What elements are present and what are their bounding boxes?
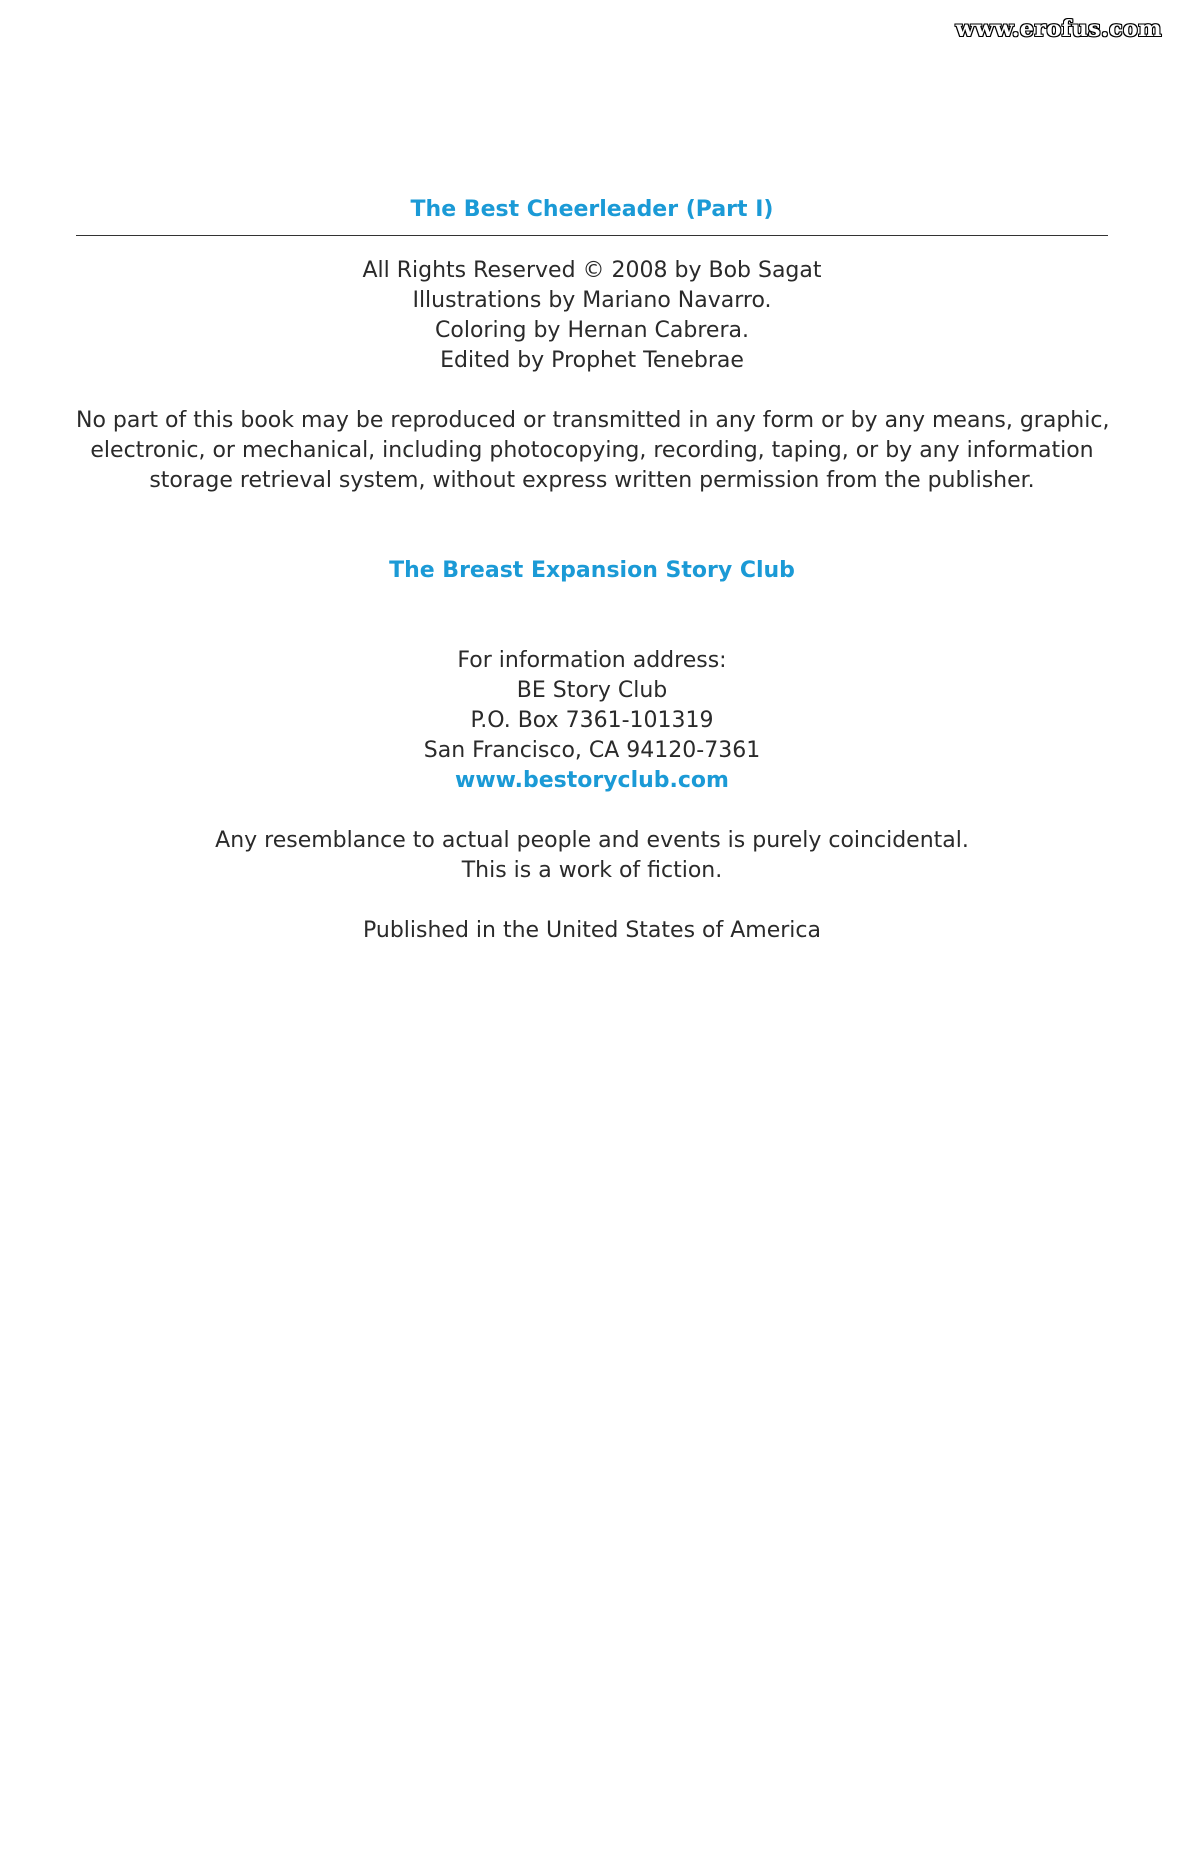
credit-line: Edited by Prophet Tenebrae (440, 348, 744, 373)
legal-line: electronic, or mechanical, including photocopying, recording, taping, or by any information (90, 438, 1094, 463)
disclaimer-line: Any resemblance to actual people and events is purely coincidental. (215, 828, 969, 853)
website-link[interactable]: www.bestoryclub.com (455, 768, 729, 793)
disclaimer-block (76, 826, 1108, 886)
credits-block (76, 256, 1108, 376)
legal-notice (76, 406, 1108, 496)
address-line: For information address: (457, 648, 727, 673)
site-watermark: www.erofus.com (955, 16, 1162, 42)
publisher-name: The Breast Expansion Story Club (389, 558, 795, 583)
address-line: San Francisco, CA 94120-7361 (423, 738, 761, 763)
legal-line: No part of this book may be reproduced or transmitted in any form or by any means, graphic, (76, 408, 1110, 433)
credit-line: All Rights Reserved © 2008 by Bob Sagat (362, 258, 822, 283)
disclaimer-line: This is a work of fiction. (461, 858, 723, 883)
address-line: P.O. Box 7361-101319 (470, 708, 714, 733)
published-note: Published in the United States of America (363, 918, 821, 943)
credit-line: Coloring by Hernan Cabrera. (435, 318, 749, 343)
book-title: The Best Cheerleader (Part I) (410, 197, 774, 222)
title-divider (76, 235, 1108, 236)
copyright-page (76, 195, 1108, 946)
credit-line: Illustrations by Mariano Navarro. (412, 288, 772, 313)
address-block (76, 646, 1108, 796)
legal-line: storage retrieval system, without express written permission from the publisher. (149, 468, 1035, 493)
address-line: BE Story Club (516, 678, 668, 703)
